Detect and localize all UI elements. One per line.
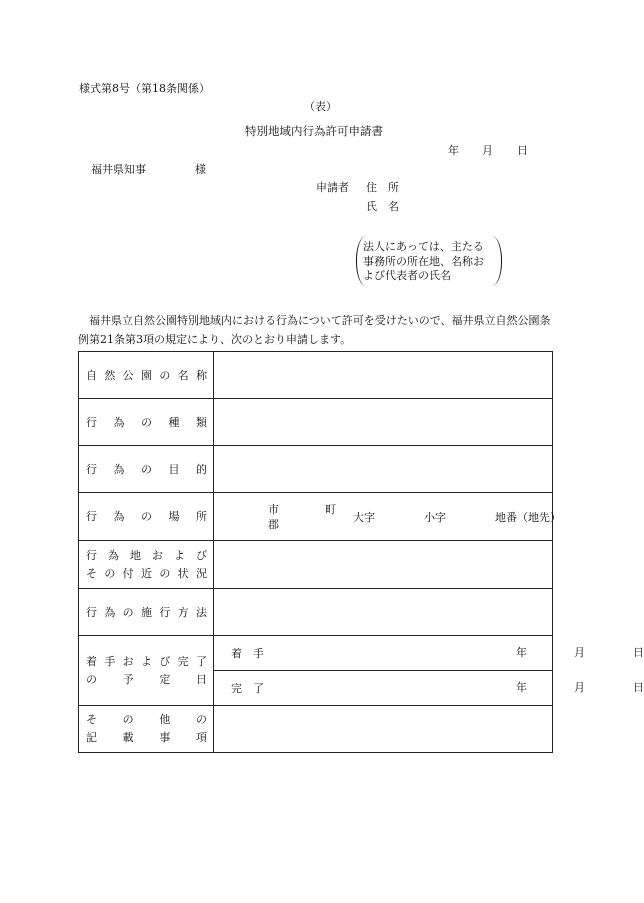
activity-location-field[interactable]	[214, 493, 561, 541]
label-site-condition-2	[86, 565, 207, 583]
label-char: の	[141, 462, 152, 476]
label-char: 地	[130, 548, 141, 562]
location-town: 町	[325, 503, 336, 516]
label-char: 方	[177, 605, 189, 619]
table-row	[79, 352, 553, 399]
name-label: 氏 名	[366, 200, 399, 213]
corporate-note-line: よび代表者の氏名	[363, 269, 451, 282]
row-label	[79, 493, 214, 541]
date-year: 年	[448, 144, 459, 157]
label-char: よ	[174, 548, 185, 562]
label-char: 近	[140, 566, 152, 580]
label-char: 状	[177, 566, 189, 580]
other-notes-field[interactable]	[214, 706, 553, 753]
label-char: 為	[113, 462, 125, 476]
label-char: 種	[168, 415, 180, 429]
end-year: 年	[516, 681, 527, 694]
application-table	[78, 351, 644, 753]
label-char: 為	[113, 415, 125, 429]
location-lot: 地番（地先）	[495, 511, 561, 524]
end-label: 完 了	[231, 681, 264, 695]
label-char: 的	[196, 462, 207, 476]
label-char: 了	[195, 654, 207, 668]
label-char: 為	[108, 548, 119, 562]
label-char: の	[141, 415, 152, 429]
label-char: の	[104, 566, 116, 580]
label-char: 予	[122, 672, 134, 686]
label-char: 法	[195, 605, 207, 619]
corporate-note-line: 法人にあっては、主たる	[363, 240, 484, 253]
label-char: 日	[195, 672, 207, 686]
row-label	[79, 636, 214, 706]
label-char: 載	[122, 731, 134, 744]
label-char: 手	[104, 654, 116, 668]
addressee-name: 福井県知事	[91, 163, 146, 176]
park-name-field[interactable]	[214, 352, 553, 399]
label-method	[86, 607, 207, 618]
label-name-of-park	[86, 370, 207, 381]
label-char: 類	[196, 415, 207, 429]
label-char: 行	[159, 605, 171, 619]
label-char: の	[159, 566, 171, 580]
label-char: 付	[122, 566, 134, 580]
activity-type-field[interactable]	[214, 399, 553, 446]
table-row	[79, 399, 553, 446]
label-site-condition-1	[86, 547, 207, 565]
label-char: 然	[104, 368, 116, 382]
end-month: 月	[574, 681, 585, 694]
side-label: （表）	[304, 100, 337, 113]
activity-purpose-field[interactable]	[214, 446, 553, 493]
method-field[interactable]	[214, 589, 553, 636]
label-char: の	[141, 510, 152, 523]
corporate-note	[363, 240, 484, 284]
label-schedule-2	[86, 671, 207, 689]
location-koaza: 小字	[424, 511, 446, 524]
label-char: 着	[86, 654, 97, 668]
label-char: お	[122, 654, 134, 668]
label-char: よ	[140, 654, 152, 668]
label-char: 完	[177, 654, 189, 668]
label-char: の	[195, 713, 207, 726]
label-activity-purpose	[86, 464, 207, 475]
end-day: 日	[633, 681, 644, 694]
end-label-cell	[214, 671, 384, 706]
label-char: び	[196, 548, 207, 562]
row-label	[79, 352, 214, 399]
row-label	[79, 541, 214, 589]
label-char: 目	[168, 462, 180, 476]
label-char: の	[86, 672, 97, 686]
label-char: 記	[86, 731, 97, 744]
start-month: 月	[574, 646, 585, 659]
label-char: そ	[86, 713, 97, 726]
addressee-honorific: 様	[195, 163, 206, 176]
label-char: 公	[122, 368, 134, 382]
date-month: 月	[482, 144, 493, 157]
date-day: 日	[517, 144, 528, 157]
location-county: 郡	[268, 518, 279, 531]
label-char: 行	[86, 605, 97, 619]
label-char: 定	[159, 672, 171, 686]
start-year: 年	[516, 646, 527, 659]
label-char: 園	[140, 368, 152, 382]
label-char: 況	[195, 566, 207, 580]
applicant-label: 申請者	[316, 181, 349, 194]
end-date-field[interactable]	[383, 671, 644, 706]
table-row	[79, 493, 553, 541]
label-char: 行	[86, 415, 97, 429]
row-label	[79, 446, 214, 493]
label-activity-type	[86, 417, 207, 428]
label-char: 称	[195, 368, 207, 382]
label-char: 項	[195, 731, 207, 744]
label-char: 自	[86, 368, 97, 382]
label-other-1	[86, 711, 207, 729]
application-statement	[78, 311, 554, 349]
label-char: 行	[86, 548, 97, 562]
table-row	[79, 589, 553, 636]
start-day: 日	[633, 646, 644, 659]
start-label: 着 手	[231, 646, 264, 660]
label-char: 所	[196, 510, 207, 523]
start-label-cell	[214, 636, 384, 671]
label-char: 場	[168, 510, 180, 523]
label-char: 他	[159, 713, 171, 726]
label-char: の	[159, 368, 171, 382]
label-char: 行	[86, 510, 97, 523]
label-other-2	[86, 729, 207, 747]
page-title: 特別地域内行為許可申請書	[245, 124, 383, 138]
table-row	[79, 541, 553, 589]
label-activity-location	[86, 511, 207, 522]
label-char: の	[122, 605, 134, 619]
label-char: 事	[159, 731, 171, 744]
table-row	[79, 446, 553, 493]
row-label	[79, 399, 214, 446]
table-row	[79, 706, 553, 753]
label-char: 為	[104, 605, 116, 619]
label-char: そ	[86, 566, 97, 580]
corporate-note-line: 事務所の所在地、名称お	[363, 254, 484, 268]
label-char: 行	[86, 462, 97, 476]
label-char: び	[159, 654, 171, 668]
address-label: 住 所	[366, 181, 399, 194]
form-number: 様式第8号（第18条関係）	[79, 82, 210, 95]
label-char: の	[122, 713, 134, 726]
site-condition-field[interactable]	[214, 541, 553, 589]
row-label	[79, 706, 214, 753]
label-char: 施	[140, 605, 152, 619]
application-statement-text: 福井県立自然公園特別地域内における行為について許可を受けたいので、福井県立自然公園条例第21条第3項の規定により、次のとおり申請します。	[78, 314, 551, 346]
label-char: 為	[113, 510, 125, 523]
row-label	[79, 589, 214, 636]
start-date-field[interactable]	[383, 636, 644, 671]
table-row	[79, 636, 553, 671]
location-oaza: 大字	[353, 511, 375, 524]
label-char: お	[152, 548, 163, 562]
location-city: 市	[268, 503, 279, 516]
label-char: 名	[177, 368, 189, 382]
label-schedule-1	[86, 653, 207, 671]
